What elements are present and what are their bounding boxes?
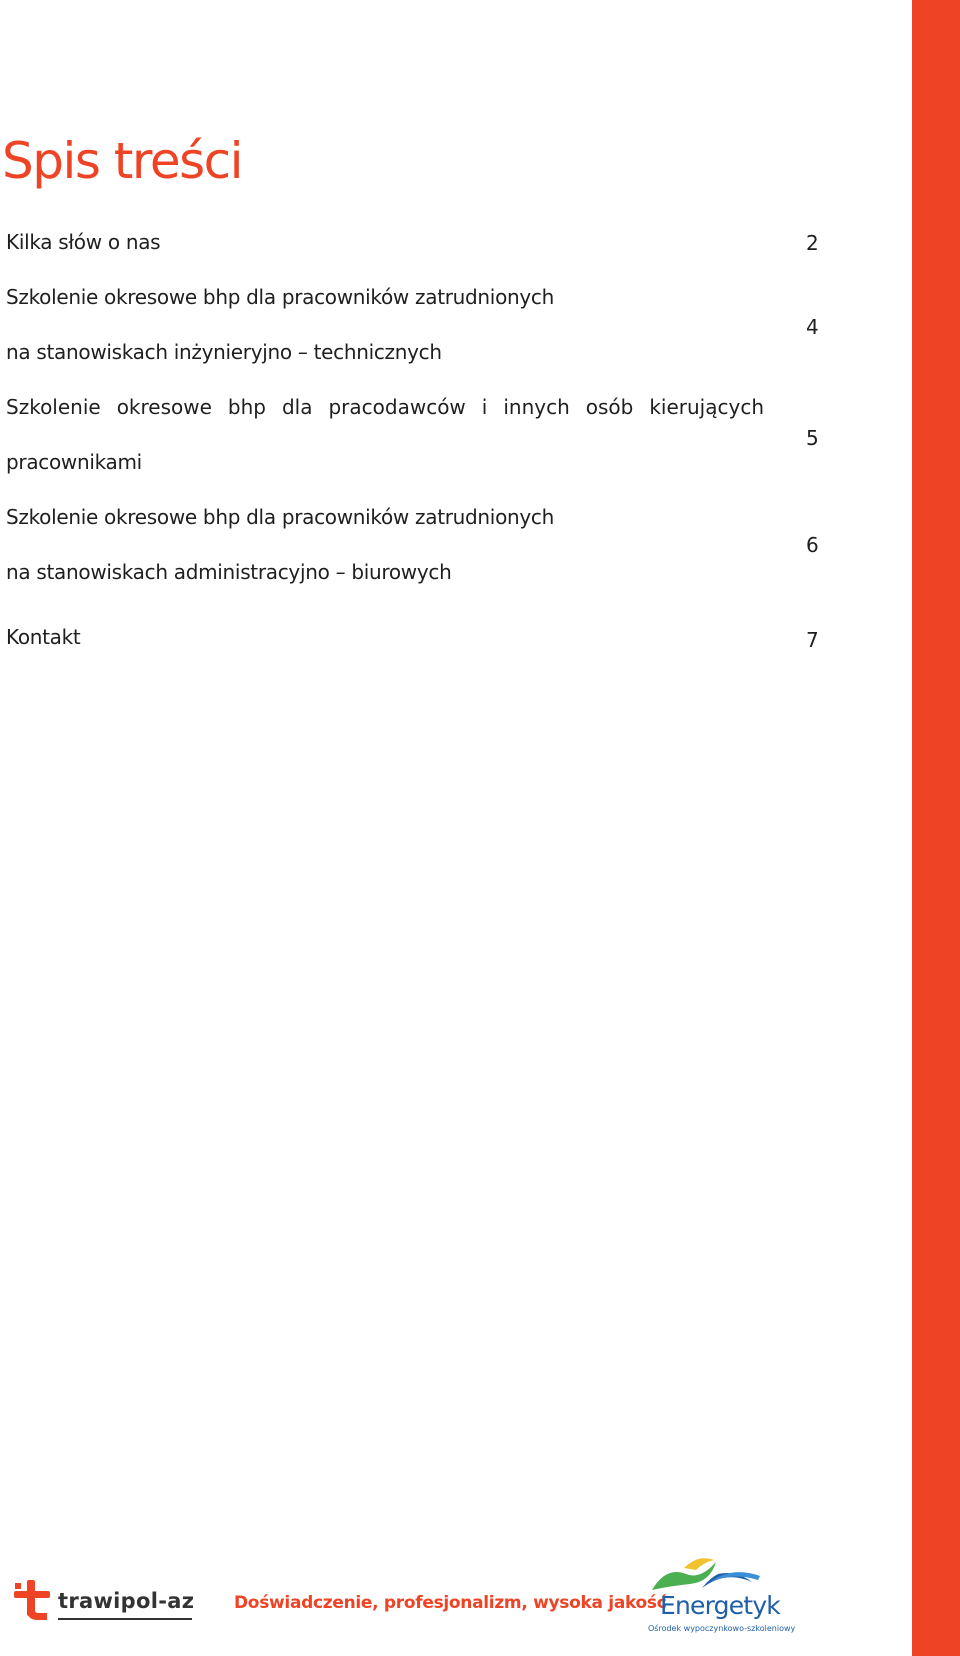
table-of-contents	[6, 0, 826, 720]
energetyk-logo	[640, 1552, 800, 1636]
trawipol-logo-text: trawipol-az	[58, 1589, 195, 1613]
energetyk-logo-name: Energetyk	[660, 1591, 780, 1620]
toc-entry-employers-line-1[interactable]: Szkolenie okresowe bhp dla pracodawców i innych osób kierujących	[6, 395, 764, 419]
toc-page-number: 5	[806, 426, 819, 450]
toc-entry-engineering-line-1[interactable]: Szkolenie okresowe bhp dla pracowników zatrudnionych	[6, 285, 554, 309]
energetyk-logo-subtitle: Ośrodek wypoczynkowo-szkoleniowy	[648, 1624, 796, 1633]
footer-tagline: Doświadczenie, profesjonalizm, wysoka jakość	[234, 1593, 667, 1613]
toc-entry-engineering-line-2[interactable]: na stanowiskach inżynieryjno – technicznych	[6, 340, 442, 364]
side-accent-bar	[912, 0, 960, 1656]
trawipol-t-icon	[14, 1578, 54, 1622]
trawipol-logo-underline	[58, 1618, 192, 1620]
energetyk-waves-icon	[640, 1552, 800, 1596]
toc-entry-administrative-line-2[interactable]: na stanowiskach administracyjno – biurowych	[6, 560, 452, 584]
page-footer	[0, 1540, 912, 1640]
toc-entry-contact[interactable]: Kontakt	[6, 625, 81, 649]
page-title: Spis treści	[2, 132, 243, 190]
toc-entry-about-us[interactable]: Kilka słów o nas	[6, 230, 161, 254]
toc-page-number: 7	[806, 628, 819, 652]
toc-page-number: 4	[806, 315, 819, 339]
toc-page-number: 2	[806, 231, 819, 255]
toc-entry-employers-line-2[interactable]: pracownikami	[6, 450, 142, 474]
toc-page-number: 6	[806, 533, 819, 557]
trawipol-logo	[14, 1578, 195, 1622]
toc-entry-administrative-line-1[interactable]: Szkolenie okresowe bhp dla pracowników zatrudnionych	[6, 505, 554, 529]
